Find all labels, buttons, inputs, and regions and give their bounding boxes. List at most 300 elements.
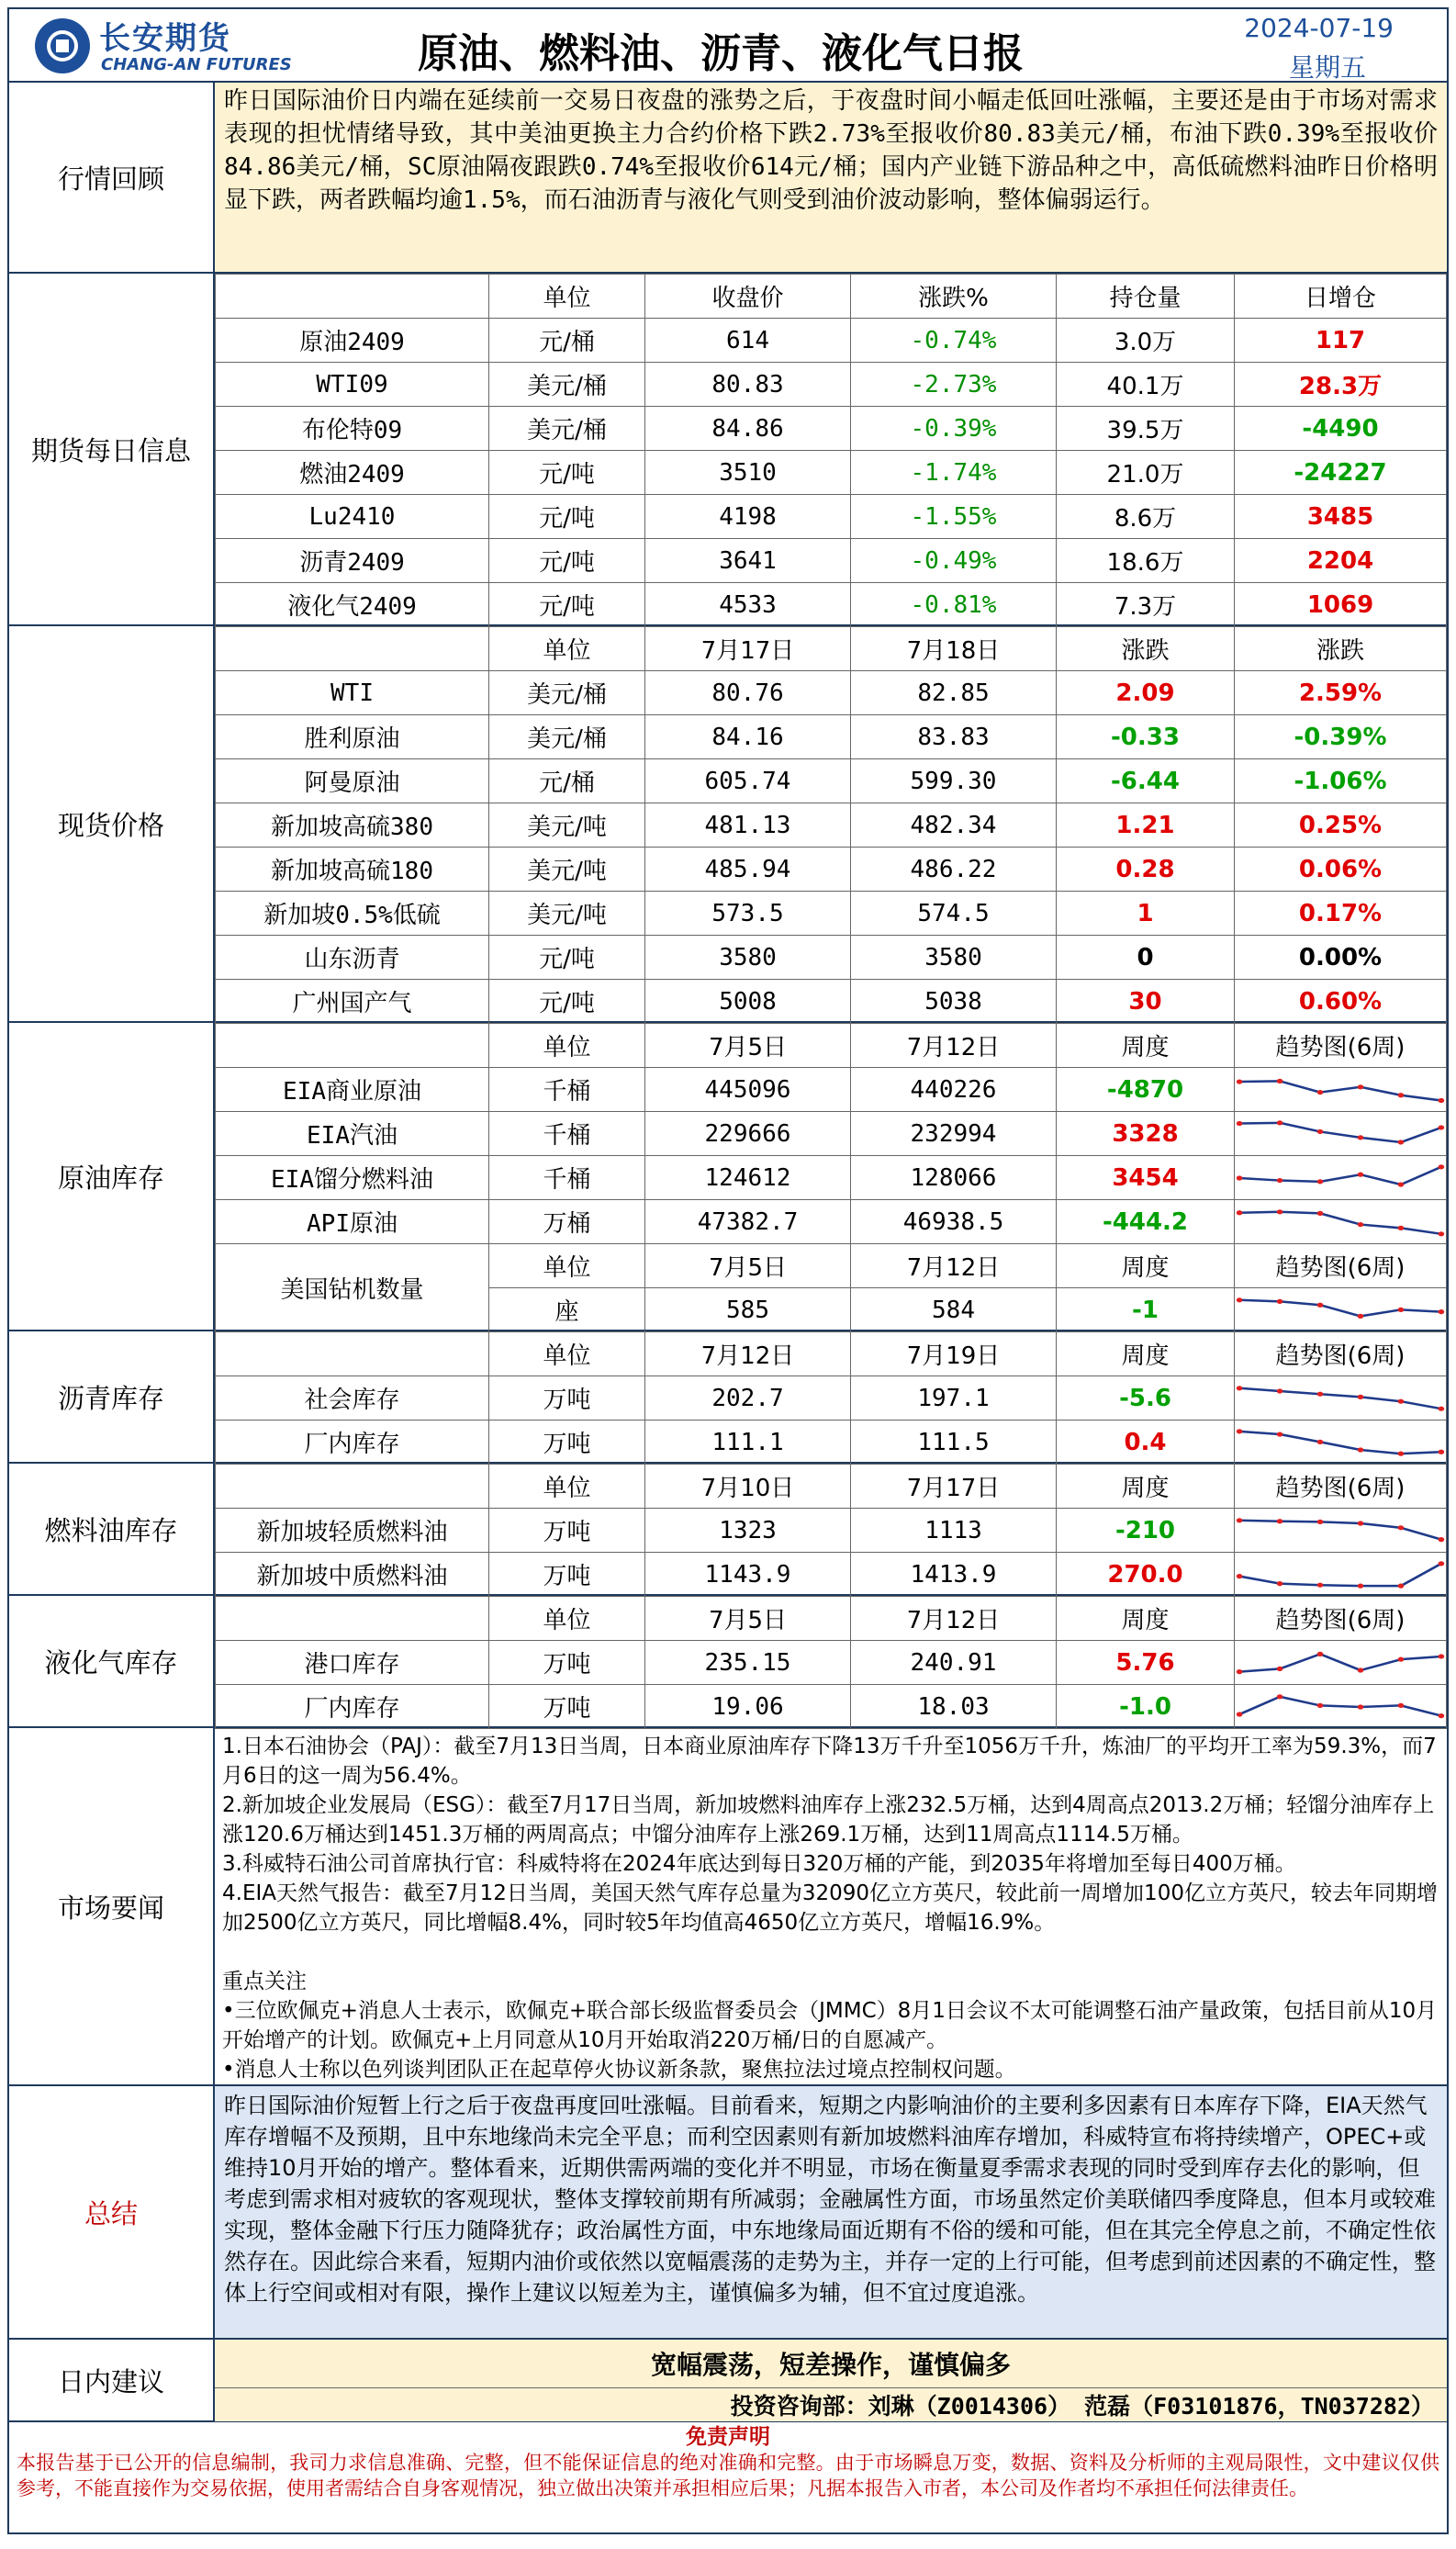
- product-name: 阿曼原油: [216, 759, 489, 803]
- column-header: [216, 1597, 489, 1641]
- value-curr: 197.1: [851, 1376, 1057, 1420]
- review-text: 昨日国际油价日内端在延续前一交易日夜盘的涨势之后，于夜盘时间小幅走低回吐涨幅，主要还是由于市场对需求表现的担忧情绪导致，其中美油更换主力合约价格下跌2.73%至报收价80.83美元/桶，布油下跌0.39%至报收价84.86美元/桶，SC原油隔夜跟跌0.74%至报收价614元/桶；国内产业链下游品种之中，高低硫燃料油昨日价格明显下跌，两者跌幅均逾1.5%，而石油沥青与液化气则受到油价波动影响，整体偏弱运行。: [224, 87, 1438, 214]
- column-header: 单位: [489, 1597, 645, 1641]
- section-intraday: [9, 2340, 1447, 2422]
- unit: 美元/吨: [489, 848, 645, 892]
- unit: 元/桶: [489, 319, 645, 363]
- change-abs: 1: [1057, 892, 1235, 936]
- column-header: [216, 627, 489, 671]
- change-pct: 0.00%: [1235, 936, 1447, 980]
- trend-point: [1317, 1391, 1324, 1396]
- table-row: [216, 1553, 1447, 1597]
- item-name: 港口库存: [216, 1641, 489, 1685]
- weekly-change: 3328: [1057, 1112, 1235, 1156]
- table-row: [216, 980, 1447, 1024]
- value-prev: 19.06: [645, 1685, 851, 1729]
- trend-point: [1439, 1537, 1445, 1542]
- contract-name: WTI09: [216, 363, 489, 407]
- section-spot: [9, 626, 1447, 1023]
- value-curr: 240.91: [851, 1641, 1057, 1685]
- trend-point: [1439, 1654, 1445, 1658]
- section-label: 现货价格: [9, 626, 215, 1021]
- trend-point: [1398, 1182, 1405, 1186]
- column-header: 单位: [489, 627, 645, 671]
- value-curr: 584: [851, 1288, 1057, 1332]
- table-row: [216, 848, 1447, 892]
- column-header: [216, 1465, 489, 1509]
- change-abs: -6.44: [1057, 759, 1235, 803]
- unit: 万吨: [489, 1685, 645, 1729]
- table-row: [216, 583, 1447, 627]
- trend-point: [1439, 1309, 1445, 1314]
- unit: 元/吨: [489, 980, 645, 1024]
- column-header: 7月18日: [851, 627, 1057, 671]
- trend-point: [1277, 1120, 1283, 1125]
- change-abs: 0.28: [1057, 848, 1235, 892]
- change-pct: -1.06%: [1235, 759, 1447, 803]
- change-pct: 0.06%: [1235, 848, 1447, 892]
- trend-point: [1237, 1297, 1243, 1302]
- trend-chart-cell: [1235, 1156, 1447, 1200]
- unit: 座: [489, 1288, 645, 1332]
- table-row: [216, 715, 1447, 759]
- trend-point: [1277, 1581, 1283, 1586]
- column-header: 单位: [489, 1332, 645, 1376]
- unit: 千桶: [489, 1068, 645, 1112]
- report-date: 2024-07-19: [1244, 13, 1394, 43]
- item-name: API原油: [216, 1200, 489, 1244]
- column-header: 单位: [489, 1244, 645, 1288]
- change-pct: -0.74%: [851, 319, 1057, 363]
- table-row: [216, 1641, 1447, 1685]
- column-header: 涨跌%: [851, 275, 1057, 319]
- contract-name: 液化气2409: [216, 583, 489, 627]
- item-name: 厂内库存: [216, 1685, 489, 1729]
- item-name: 新加坡中质燃料油: [216, 1553, 489, 1597]
- price-prev: 481.13: [645, 803, 851, 848]
- table-row: [216, 892, 1447, 936]
- column-header: 7月12日: [851, 1597, 1057, 1641]
- table-row: [216, 539, 1447, 583]
- focus-item: •三位欧佩克+消息人士表示，欧佩克+联合部长级监督委员会（JMMC）8月1日会议不太可能调整石油产量政策，包括目前从10月开始增产的计划。欧佩克+上月同意从10月开始取消220万桶/日的自愿减产。: [222, 1999, 1438, 2052]
- weekly-change: -1.0: [1057, 1685, 1235, 1729]
- change-abs: 0: [1057, 936, 1235, 980]
- trend-line: [1239, 1122, 1441, 1141]
- table-row: [216, 407, 1447, 451]
- unit: 元/吨: [489, 936, 645, 980]
- table-row: [216, 803, 1447, 848]
- table-row: [216, 936, 1447, 980]
- value-prev: 124612: [645, 1156, 851, 1200]
- close-price: 4198: [645, 495, 851, 539]
- table-row: [216, 319, 1447, 363]
- trend-point: [1277, 1388, 1283, 1393]
- trend-chart-cell: [1235, 1509, 1447, 1553]
- trend-point: [1317, 1651, 1324, 1656]
- trend-point: [1277, 1519, 1283, 1523]
- trend-point: [1277, 1078, 1283, 1083]
- open-interest: 21.0万: [1057, 451, 1235, 495]
- trend-point: [1398, 1398, 1405, 1403]
- value-curr: 232994: [851, 1112, 1057, 1156]
- trend-point: [1439, 1231, 1445, 1236]
- trend-point: [1398, 1656, 1405, 1661]
- lpg-inventory-table: [215, 1596, 1447, 1729]
- trend-point: [1317, 1129, 1324, 1133]
- close-price: 4533: [645, 583, 851, 627]
- table-row: [216, 1376, 1447, 1420]
- brand-name-cn: 长安期货: [99, 20, 231, 57]
- trend-point: [1317, 1302, 1324, 1307]
- spacer: [222, 1937, 1439, 1967]
- section-label: 液化气库存: [9, 1596, 215, 1726]
- change-pct: -1.74%: [851, 451, 1057, 495]
- change-pct: 0.17%: [1235, 892, 1447, 936]
- price-curr: 3580: [851, 936, 1057, 980]
- trend-point: [1237, 1210, 1243, 1215]
- column-header: 趋势图(6周): [1235, 1244, 1447, 1288]
- column-header: 7月17日: [851, 1465, 1057, 1509]
- price-curr: 482.34: [851, 803, 1057, 848]
- trend-line: [1239, 1081, 1441, 1100]
- price-prev: 573.5: [645, 892, 851, 936]
- trend-chart-cell: [1235, 1068, 1447, 1112]
- trend-point: [1237, 1120, 1243, 1125]
- brand-name-en: CHANG-AN FUTURES: [101, 55, 292, 74]
- table-row: [216, 1200, 1447, 1244]
- trend-point: [1358, 1704, 1364, 1709]
- price-prev: 80.76: [645, 671, 851, 715]
- trend-point: [1398, 1583, 1405, 1588]
- change-pct: 2.59%: [1235, 671, 1447, 715]
- trend-point: [1317, 1519, 1324, 1523]
- contract-name: 原油2409: [216, 319, 489, 363]
- trend-point: [1237, 1712, 1243, 1716]
- trend-point: [1358, 1313, 1364, 1318]
- section-label: 日内建议: [9, 2340, 215, 2420]
- table-row: [216, 495, 1447, 539]
- trend-point: [1317, 1582, 1324, 1587]
- trend-sparkline: [1235, 1424, 1446, 1461]
- change-abs: 30: [1057, 980, 1235, 1024]
- unit: 万吨: [489, 1509, 645, 1553]
- open-interest: 18.6万: [1057, 539, 1235, 583]
- column-header: 日增仓: [1235, 275, 1447, 319]
- value-prev: 47382.7: [645, 1200, 851, 1244]
- product-name: 新加坡0.5%低硫: [216, 892, 489, 936]
- column-header: 7月19日: [851, 1332, 1057, 1376]
- column-header: 单位: [489, 275, 645, 319]
- trend-point: [1277, 1666, 1283, 1670]
- column-header: [216, 1024, 489, 1068]
- trend-chart-cell: [1235, 1685, 1447, 1729]
- value-prev: 235.15: [645, 1641, 851, 1685]
- trend-point: [1358, 1583, 1364, 1588]
- close-price: 3641: [645, 539, 851, 583]
- trend-chart-cell: [1235, 1641, 1447, 1685]
- column-header: 趋势图(6周): [1235, 1024, 1447, 1068]
- close-price: 3510: [645, 451, 851, 495]
- unit: 美元/吨: [489, 803, 645, 848]
- weekly-change: -210: [1057, 1509, 1235, 1553]
- trend-point: [1317, 1089, 1324, 1094]
- trend-line: [1239, 1563, 1441, 1585]
- trend-point: [1237, 1079, 1243, 1084]
- column-header: 单位: [489, 1465, 645, 1509]
- trend-chart-cell: [1235, 1553, 1447, 1597]
- change-pct: -0.39%: [1235, 715, 1447, 759]
- section-label: 总结: [9, 2086, 215, 2338]
- price-prev: 605.74: [645, 759, 851, 803]
- weekly-change: -4870: [1057, 1068, 1235, 1112]
- trend-point: [1398, 1140, 1405, 1144]
- section-label: 市场要闻: [9, 1728, 215, 2084]
- rig-header-row: [216, 1244, 1447, 1288]
- header-row: [216, 1332, 1447, 1376]
- report-title: 原油、燃料油、沥青、液化气日报: [418, 30, 1024, 77]
- value-prev: 111.1: [645, 1420, 851, 1465]
- oi-change: 117: [1235, 319, 1447, 363]
- disclaimer: [9, 2424, 1447, 2501]
- section-crude-inventory: [9, 1023, 1447, 1331]
- news-item: 1.日本石油协会（PAJ）：截至7月13日当周，日本商业原油库存下降13万千升至1056万千升，炼油厂的平均开工率为59.3%，而7月6日的这一周为56.4%。: [222, 1735, 1437, 1788]
- trend-point: [1398, 1225, 1405, 1230]
- unit: 美元/桶: [489, 671, 645, 715]
- close-price: 614: [645, 319, 851, 363]
- trend-point: [1237, 1386, 1243, 1390]
- trend-chart-cell: [1235, 1112, 1447, 1156]
- column-header: 7月12日: [851, 1024, 1057, 1068]
- unit: 美元/桶: [489, 363, 645, 407]
- trend-sparkline: [1235, 1645, 1446, 1681]
- column-header: 7月17日: [645, 627, 851, 671]
- trend-point: [1277, 1209, 1283, 1214]
- value-curr: 128066: [851, 1156, 1057, 1200]
- column-header: 周度: [1057, 1244, 1235, 1288]
- column-header: 趋势图(6周): [1235, 1465, 1447, 1509]
- trend-point: [1277, 1432, 1283, 1436]
- crude-inventory-table: [215, 1023, 1447, 1332]
- table-row: [216, 1068, 1447, 1112]
- value-prev: 585: [645, 1288, 851, 1332]
- trend-point: [1317, 1439, 1324, 1443]
- open-interest: 39.5万: [1057, 407, 1235, 451]
- header-row: [216, 1024, 1447, 1068]
- value-curr: 1413.9: [851, 1553, 1057, 1597]
- value-curr: 1113: [851, 1509, 1057, 1553]
- trend-point: [1317, 1702, 1324, 1707]
- item-name: EIA商业原油: [216, 1068, 489, 1112]
- trend-sparkline: [1235, 1512, 1446, 1549]
- trend-point: [1358, 1521, 1364, 1525]
- trend-point: [1439, 1164, 1445, 1169]
- trend-sparkline: [1235, 1116, 1446, 1152]
- trend-chart-cell: [1235, 1288, 1447, 1332]
- change-pct: -0.39%: [851, 407, 1057, 451]
- table-row: [216, 671, 1447, 715]
- value-curr: 46938.5: [851, 1200, 1057, 1244]
- trend-point: [1237, 1175, 1243, 1180]
- trend-point: [1237, 1574, 1243, 1578]
- table-row: [216, 1685, 1447, 1729]
- trend-chart-cell: [1235, 1420, 1447, 1465]
- focus-title: 重点关注: [222, 1970, 307, 1993]
- table-row: [216, 363, 1447, 407]
- contract-name: Lu2410: [216, 495, 489, 539]
- news-item: 2.新加坡企业发展局（ESG）：截至7月17日当周，新加坡燃料油库存上涨232.5万桶，达到4周高点2013.2万桶；轻馏分油库存上涨120.6万桶达到1451.3万桶的两周高点；中馏分油库存上涨269.1万桶，达到11周高点1114.5万桶。: [222, 1793, 1435, 1847]
- value-prev: 229666: [645, 1112, 851, 1156]
- unit: 美元/桶: [489, 407, 645, 451]
- column-header: 趋势图(6周): [1235, 1597, 1447, 1641]
- value-curr: 18.03: [851, 1685, 1057, 1729]
- trend-chart-cell: [1235, 1200, 1447, 1244]
- section-asphalt-inventory: [9, 1331, 1447, 1464]
- trend-point: [1358, 1172, 1364, 1176]
- trend-line: [1239, 1166, 1441, 1184]
- trend-sparkline: [1235, 1204, 1446, 1241]
- futures-table: [215, 274, 1447, 627]
- company-logo-icon: [35, 18, 90, 73]
- section-summary: [9, 2086, 1447, 2340]
- trend-point: [1317, 1210, 1324, 1215]
- price-curr: 574.5: [851, 892, 1057, 936]
- column-header: 收盘价: [645, 275, 851, 319]
- weekly-change: 3454: [1057, 1156, 1235, 1200]
- trend-point: [1358, 1394, 1364, 1398]
- news-item: 4.EIA天然气报告：截至7月12日当周，美国天然气库存总量为32090亿立方英尺，较此前一周增加100亿立方英尺，较去年同期增加2500亿立方英尺，同比增幅8.4%，同时较5年均值高4650亿立方英尺，增幅16.9%。: [222, 1881, 1438, 1935]
- trend-line: [1239, 1387, 1441, 1408]
- price-prev: 84.16: [645, 715, 851, 759]
- focus-item: •消息人士称以色列谈判团队正在起草停火协议新条款，聚焦拉法过境点控制权问题。: [222, 2058, 1016, 2082]
- trend-sparkline: [1235, 1380, 1446, 1417]
- unit: 万吨: [489, 1641, 645, 1685]
- change-abs: 1.21: [1057, 803, 1235, 848]
- header-row: [216, 275, 1447, 319]
- rig-count-label: 美国钻机数量: [216, 1244, 489, 1332]
- trend-point: [1358, 1447, 1364, 1452]
- unit: 元/吨: [489, 539, 645, 583]
- fuel-inventory-table: [215, 1464, 1447, 1597]
- trend-line: [1239, 1299, 1441, 1316]
- column-header: 7月5日: [645, 1024, 851, 1068]
- change-pct: -0.49%: [851, 539, 1057, 583]
- table-row: [216, 1509, 1447, 1553]
- report-weekday: 星期五: [1288, 52, 1366, 83]
- trend-point: [1358, 1084, 1364, 1089]
- value-prev: 1143.9: [645, 1553, 851, 1597]
- column-header: 周度: [1057, 1332, 1235, 1376]
- unit: 美元/桶: [489, 715, 645, 759]
- header-row: [216, 1465, 1447, 1509]
- trend-sparkline: [1235, 1689, 1446, 1725]
- trend-point: [1439, 1125, 1445, 1129]
- product-name: WTI: [216, 671, 489, 715]
- column-header: 周度: [1057, 1465, 1235, 1509]
- close-price: 80.83: [645, 363, 851, 407]
- open-interest: 7.3万: [1057, 583, 1235, 627]
- disclaimer-text: 本报告基于已公开的信息编制，我司力求信息准确、完整，但不能保证信息的绝对准确和完整。由于市场瞬息万变，数据、资料及分析师的主观局限性，文中建议仅供参考，不能直接作为交易依据，使用者需结合自身客观情况，独立做出决策并承担相应后果；凡据本报告入市者，本公司及作者均不承担任何法律责任。: [17, 2452, 1439, 2499]
- unit: 万吨: [489, 1376, 645, 1420]
- trend-sparkline: [1235, 1072, 1446, 1108]
- section-label: 行情回顾: [9, 83, 215, 272]
- weekly-change: 5.76: [1057, 1641, 1235, 1685]
- open-interest: 8.6万: [1057, 495, 1235, 539]
- column-header: 涨跌: [1235, 627, 1447, 671]
- price-prev: 5008: [645, 980, 851, 1024]
- contract-name: 燃油2409: [216, 451, 489, 495]
- change-pct: 0.25%: [1235, 803, 1447, 848]
- column-header: 7月10日: [645, 1465, 851, 1509]
- unit: 万桶: [489, 1200, 645, 1244]
- unit: 元/吨: [489, 583, 645, 627]
- oi-change: 1069: [1235, 583, 1447, 627]
- price-curr: 599.30: [851, 759, 1057, 803]
- trend-point: [1439, 1561, 1445, 1566]
- unit: 元/桶: [489, 759, 645, 803]
- table-row: [216, 1420, 1447, 1465]
- contract-name: 沥青2409: [216, 539, 489, 583]
- trend-line: [1239, 1654, 1441, 1671]
- header-row: [216, 627, 1447, 671]
- table-row: [216, 1156, 1447, 1200]
- close-price: 84.86: [645, 407, 851, 451]
- trend-point: [1398, 1702, 1405, 1707]
- change-pct: -1.55%: [851, 495, 1057, 539]
- section-label: 原油库存: [9, 1023, 215, 1330]
- trend-point: [1277, 1177, 1283, 1182]
- price-prev: 3580: [645, 936, 851, 980]
- column-header: 7月12日: [851, 1244, 1057, 1288]
- unit: 千桶: [489, 1112, 645, 1156]
- column-header: 周度: [1057, 1597, 1235, 1641]
- item-name: 社会库存: [216, 1376, 489, 1420]
- trend-sparkline: [1235, 1160, 1446, 1196]
- oi-change: 2204: [1235, 539, 1447, 583]
- contract-name: 布伦特09: [216, 407, 489, 451]
- oi-change: -24227: [1235, 451, 1447, 495]
- trend-line: [1239, 1520, 1441, 1539]
- column-header: 单位: [489, 1024, 645, 1068]
- trend-point: [1277, 1694, 1283, 1699]
- change-pct: 0.60%: [1235, 980, 1447, 1024]
- section-review: [9, 83, 1447, 274]
- header-row: [216, 1597, 1447, 1641]
- item-name: 厂内库存: [216, 1420, 489, 1465]
- price-curr: 486.22: [851, 848, 1057, 892]
- disclaimer-title: 免责声明: [686, 2425, 770, 2449]
- value-prev: 445096: [645, 1068, 851, 1112]
- weekly-change: 0.4: [1057, 1420, 1235, 1465]
- column-header: 涨跌: [1057, 627, 1235, 671]
- trend-point: [1358, 1668, 1364, 1672]
- section-label: 燃料油库存: [9, 1464, 215, 1594]
- column-header: 7月5日: [645, 1597, 851, 1641]
- weekly-change: -5.6: [1057, 1376, 1235, 1420]
- column-header: 周度: [1057, 1024, 1235, 1068]
- trend-line: [1239, 1431, 1441, 1453]
- trend-point: [1439, 1097, 1445, 1102]
- trend-point: [1237, 1518, 1243, 1522]
- trend-point: [1237, 1669, 1243, 1674]
- unit: 万吨: [489, 1553, 645, 1597]
- open-interest: 3.0万: [1057, 319, 1235, 363]
- weekly-change: -1: [1057, 1288, 1235, 1332]
- trend-point: [1317, 1179, 1324, 1184]
- spot-price-table: [215, 626, 1447, 1024]
- price-curr: 83.83: [851, 715, 1057, 759]
- section-lpg-inventory: [9, 1596, 1447, 1728]
- report-page: [7, 7, 1449, 2534]
